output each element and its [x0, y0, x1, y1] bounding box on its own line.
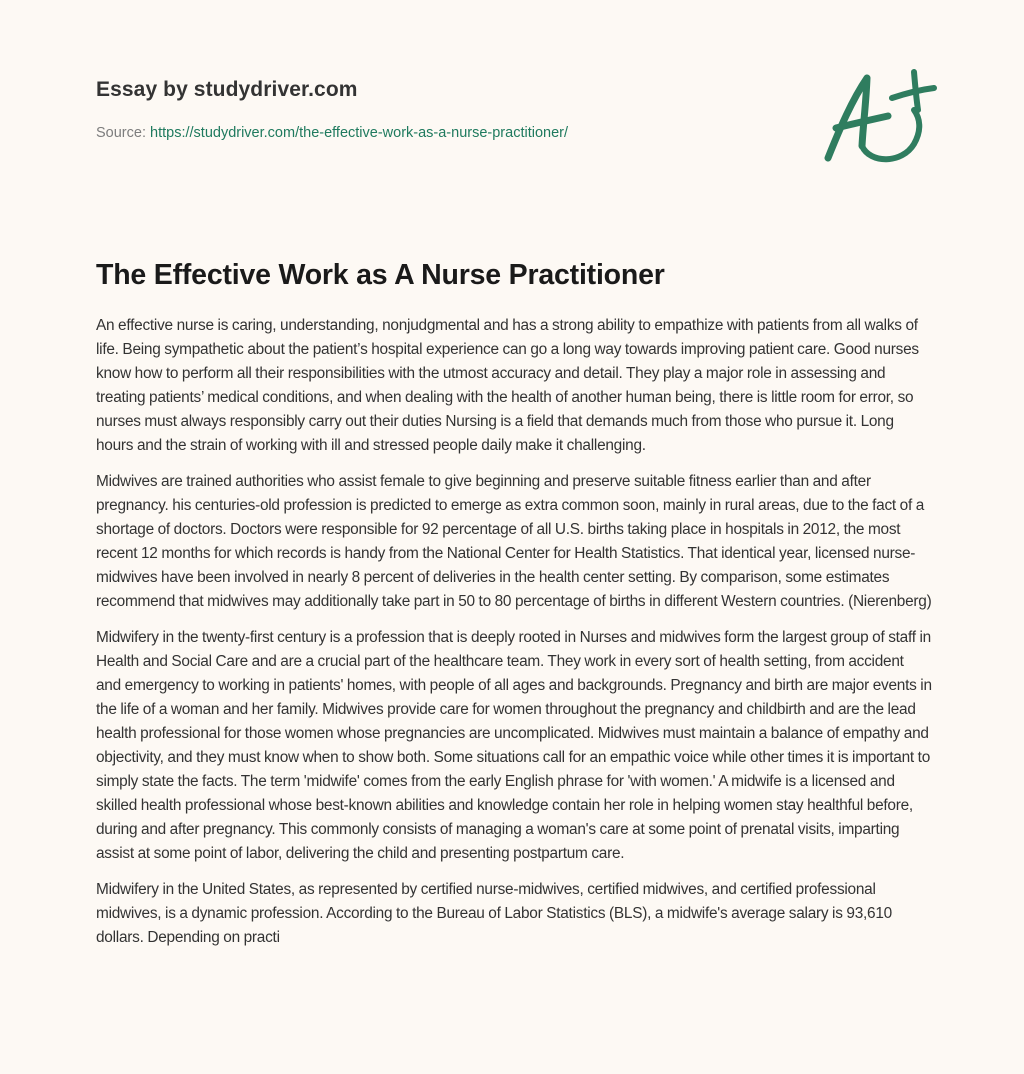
source-label: Source:: [96, 125, 146, 141]
page-header: [96, 74, 796, 143]
article-title: The Effective Work as A Nurse Practitioner: [96, 259, 665, 291]
paragraph: An effective nurse is caring, understanding, nonjudgmental and has a strong ability to empathize with patients from all walks of life. Being sympathetic about the patient’s hospital experience can go a long way towards improving patient care. Good nurses know how to perform all their responsibilities with the utmost accuracy and detail. They play a major role in assessing and treating patients’ medical conditions, and when dealing with the health of another human being, there is little room for error, so nurses must always responsibly carry out their duties Nursing is a field that demands much from those who pursue it. Long hours and the strain of working with ill and stressed people daily make it challenging.: [96, 317, 919, 454]
brand-title: Essay by studydriver.com: [96, 78, 358, 101]
a-plus-grade-icon: [818, 64, 938, 168]
paragraph: Midwifery in the United States, as represented by certified nurse-midwives, certified midwives, and certified professional midwives, is a dynamic profession. According to the Bureau of Labor Statistics (BLS), a midwife's average salary is 93,610 dollars. Depending on practi: [96, 881, 892, 946]
source-link[interactable]: https://studydriver.com/the-effective-work-as-a-nurse-practitioner/: [150, 125, 568, 141]
paragraph: Midwives are trained authorities who assist female to give beginning and preserve suitable fitness earlier than and after pregnancy. his centuries-old profession is predicted to emerge as extra common soon, mainly in rural areas, due to the fact of a shortage of doctors. Doctors were responsible for 92 percentage of all U.S. births taking place in hospitals in 2012, the most recent 12 months for which records is handy from the National Center for Health Statistics. That identical year, licensed nurse-midwives have been involved in nearly 8 percent of deliveries in the health center setting. By comparison, some estimates recommend that midwives may additionally take part in 50 to 80 percentage of births in different Western countries. (Nierenberg): [96, 473, 932, 610]
paragraph: Midwifery in the twenty-first century is a profession that is deeply rooted in Nurses and midwives form the largest group of staff in Health and Social Care and are a crucial part of the healthcare team. They work in every sort of health setting, from accident and emergency to working in patients' homes, with people of all ages and backgrounds. Pregnancy and birth are major events in the life of a woman and her family. Midwives provide care for women throughout the pregnancy and childbirth and are the lead health professional for those women whose pregnancies are uncomplicated. Midwives must maintain a balance of empathy and objectivity, and they must know when to show both. Some situations call for an empathic voice while other times it is important to simply state the facts. The term 'midwife' comes from the early English phrase for 'with women.' A midwife is a licensed and skilled health professional whose best-known abilities and knowledge contain her role in helping women stay healthful before, during and after pregnancy. This commonly consists of managing a woman's care at some point of prenatal visits, imparting assist at some point of labor, delivering the child and presenting postpartum care.: [96, 629, 932, 862]
source-line: [96, 123, 796, 143]
article-body: [96, 314, 932, 962]
